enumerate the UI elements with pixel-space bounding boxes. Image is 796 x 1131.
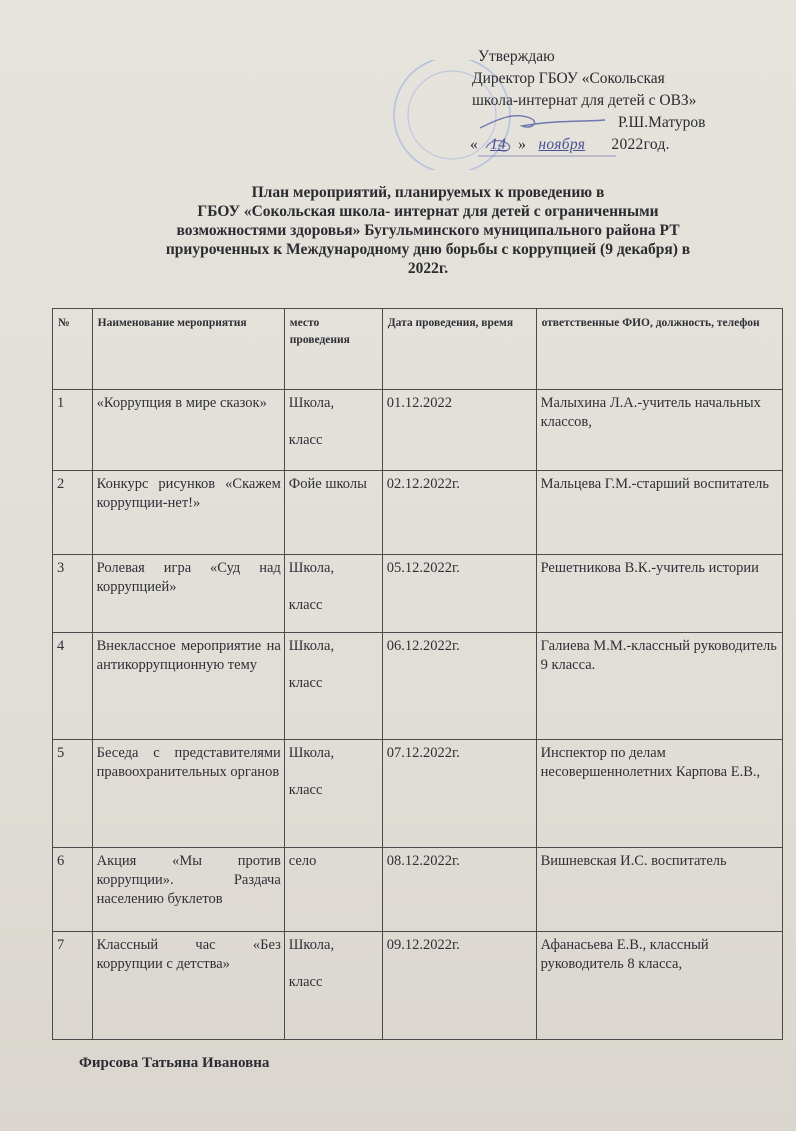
table-row bbox=[53, 390, 783, 471]
approval-position: Директор ГБОУ «Сокольская bbox=[472, 70, 665, 87]
table-row bbox=[53, 740, 783, 848]
row-place bbox=[284, 740, 382, 848]
row-date: 09.12.2022г. bbox=[382, 932, 536, 1040]
row-place bbox=[284, 633, 382, 740]
row-event: «Коррупция в мире сказок» bbox=[92, 390, 284, 471]
row-event: Классный час «Без коррупции с детства» bbox=[92, 932, 284, 1040]
row-number: 2 bbox=[53, 471, 93, 555]
approval-date-year: 2022год. bbox=[611, 136, 670, 153]
row-date: 07.12.2022г. bbox=[382, 740, 536, 848]
approval-organization: школа-интернат для детей с ОВЗ» bbox=[472, 92, 697, 109]
title-line: приуроченных к Международному дню борьбы с коррупцией (9 декабря) в bbox=[165, 241, 691, 258]
row-place-line1: село bbox=[288, 853, 317, 869]
row-number: 7 bbox=[53, 932, 93, 1040]
row-responsible: Галиева М.М.-классный руководитель 9 класса. bbox=[536, 633, 782, 740]
row-responsible: Вишневская И.С. воспитатель bbox=[536, 848, 782, 932]
table-row bbox=[53, 848, 783, 932]
header-number: № bbox=[53, 309, 93, 390]
table-row bbox=[53, 932, 783, 1040]
title-line: 2022г. bbox=[407, 260, 449, 277]
row-date: 06.12.2022г. bbox=[382, 633, 536, 740]
header-event: Наименование мероприятия bbox=[92, 309, 284, 390]
row-place-line1: Школа, bbox=[288, 395, 335, 411]
row-place bbox=[284, 848, 382, 932]
row-place bbox=[284, 390, 382, 471]
row-place bbox=[284, 471, 382, 555]
approval-director-name: Р.Ш.Матуров bbox=[618, 114, 706, 131]
approval-heading: Утверждаю bbox=[478, 48, 555, 65]
row-place-line2: класс bbox=[288, 782, 323, 798]
row-responsible: Мальцева Г.М.-старший воспитатель bbox=[536, 471, 782, 555]
row-place-line1: Школа, bbox=[288, 638, 335, 654]
row-event: Ролевая игра «Суд над коррупцией» bbox=[92, 555, 284, 633]
title-line: ГБОУ «Сокольская школа- интернат для детей с ограниченными bbox=[197, 203, 659, 220]
header-date: Дата проведения, время bbox=[382, 309, 536, 390]
document-title bbox=[88, 183, 768, 278]
table-row bbox=[53, 633, 783, 740]
row-place bbox=[284, 555, 382, 633]
row-place-line1: Фойе школы bbox=[288, 476, 367, 492]
row-place-line1: Школа, bbox=[288, 745, 335, 761]
row-place-line2: класс bbox=[288, 974, 323, 990]
row-responsible: Инспектор по делам несовершеннолетних Карпова Е.В., bbox=[536, 740, 782, 848]
table-row bbox=[53, 555, 783, 633]
row-number: 5 bbox=[53, 740, 93, 848]
approval-date-open-quote: « bbox=[470, 136, 479, 153]
row-event: Акция «Мы против коррупции». Раздача населению буклетов bbox=[92, 848, 284, 932]
row-event: Внеклассное мероприятие на антикоррупционную тему bbox=[92, 633, 284, 740]
title-line: План мероприятий, планируемых к проведению в bbox=[251, 184, 605, 201]
row-place-line1: Школа, bbox=[288, 937, 335, 953]
title-line: возможностями здоровья» Бугульминского муниципального района РТ bbox=[176, 222, 680, 239]
row-place-line1: Школа, bbox=[288, 560, 335, 576]
row-date: 08.12.2022г. bbox=[382, 848, 536, 932]
approval-date bbox=[470, 134, 770, 156]
events-table bbox=[52, 308, 783, 1040]
row-date: 02.12.2022г. bbox=[382, 471, 536, 555]
row-date: 01.12.2022 bbox=[382, 390, 536, 471]
table-row bbox=[53, 471, 783, 555]
row-event: Конкурс рисунков «Скажем коррупции-нет!» bbox=[92, 471, 284, 555]
row-responsible: Малыхина Л.А.-учитель начальных классов, bbox=[536, 390, 782, 471]
row-number: 1 bbox=[53, 390, 93, 471]
approval-date-month: ноября bbox=[538, 136, 586, 153]
row-place-line2: класс bbox=[288, 597, 323, 613]
row-number: 6 bbox=[53, 848, 93, 932]
approval-date-close-quote: » bbox=[518, 136, 527, 153]
row-place-line2: класс bbox=[288, 432, 323, 448]
approval-date-day: 14 bbox=[490, 136, 507, 153]
header-place: место проведения bbox=[284, 309, 382, 390]
row-number: 4 bbox=[53, 633, 93, 740]
row-responsible: Афанасьева Е.В., классный руководитель 8 класса, bbox=[536, 932, 782, 1040]
approval-block bbox=[470, 46, 770, 156]
header-responsible: ответственные ФИО, должность, телефон bbox=[536, 309, 782, 390]
table-header-row bbox=[53, 309, 783, 390]
author-name: Фирсова Татьяна Ивановна bbox=[79, 1055, 270, 1071]
row-number: 3 bbox=[53, 555, 93, 633]
row-place-line2: класс bbox=[288, 675, 323, 691]
row-date: 05.12.2022г. bbox=[382, 555, 536, 633]
row-responsible: Решетникова В.К.-учитель истории bbox=[536, 555, 782, 633]
row-place bbox=[284, 932, 382, 1040]
row-event: Беседа с представителями правоохранительных органов bbox=[92, 740, 284, 848]
